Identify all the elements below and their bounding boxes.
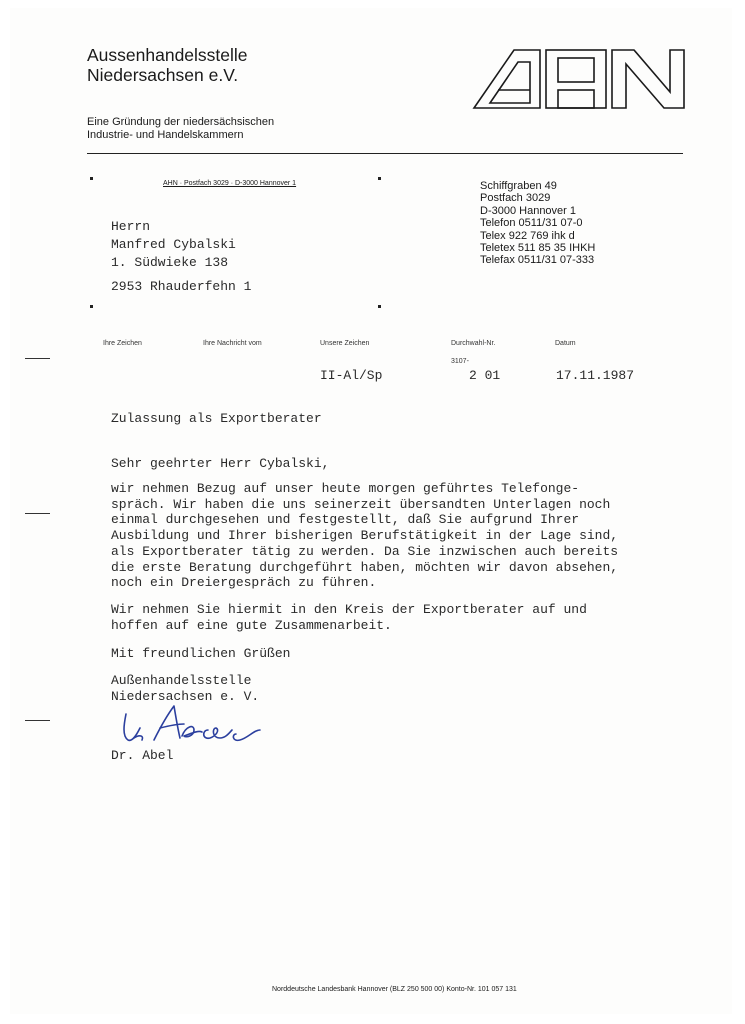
body-paragraph-2 [111, 602, 587, 633]
sender-street: Schiffgraben 49 [480, 180, 557, 192]
bank-footer: Norddeutsche Landesbank Hannover (BLZ 250 500 00) Konto-Nr. 101 057 131 [272, 986, 517, 993]
founding-note [87, 116, 274, 142]
label-ihre-nachricht: Ihre Nachricht vom [203, 340, 262, 347]
corner-mark [378, 177, 381, 180]
founding-line2: Industrie- und Handelskammern [87, 129, 244, 141]
label-ihre-zeichen: Ihre Zeichen [103, 340, 142, 347]
durchwahl-prefix: 3107- [451, 358, 469, 365]
sender-city: D-3000 Hannover 1 [480, 204, 577, 217]
letter-salutation: Sehr geehrter Herr Cybalski, [111, 456, 330, 471]
body-line: Ausbildung und Ihrer bisherigen Berufstätigkeit in der Lage sind, [111, 528, 619, 544]
logo-text: AHN [472, 48, 475, 49]
founding-line1: Eine Gründung der niedersächsischen [87, 116, 275, 128]
corner-mark [378, 305, 381, 308]
letterhead-rule [87, 153, 683, 154]
label-datum: Datum [555, 340, 576, 347]
corner-mark [90, 177, 93, 180]
body-paragraph-1 [111, 481, 618, 591]
recipient-city: 2953 Rhauderfehn 1 [111, 279, 252, 294]
signature-org-line2: Niedersachsen e. V. [111, 689, 260, 704]
body-line: als Exportberater tätig zu werden. Da Sie inzwischen auch bereits [111, 543, 619, 559]
ahn-logo [472, 48, 686, 110]
letter-page [10, 8, 732, 1014]
letter-subject: Zulassung als Exportberater [111, 411, 322, 426]
body-line: Wir nehmen Sie hiermit in den Kreis der Exportberater auf und [111, 602, 587, 617]
organization-name [87, 45, 248, 85]
body-line: die erste Beratung durchgeführt haben, möchten wir davon absehen, [111, 559, 619, 575]
recipient-name: Manfred Cybalski [111, 237, 236, 252]
label-durchwahl: Durchwahl-Nr. [451, 340, 496, 347]
org-name-line1: Aussenhandelsstelle [87, 45, 248, 65]
unsere-zeichen-value: II-Al/Sp [320, 368, 383, 383]
date-value: 17.11.1987 [556, 368, 635, 383]
body-line: einmal durchgesehen und festgestellt, daß Sie aufgrund Ihrer [111, 512, 580, 528]
sender-teletex: Teletex 511 85 35 IHKH [480, 242, 596, 255]
body-line: noch ein Dreiergespräch zu führen. [111, 575, 377, 591]
org-name-line2: Niedersachsen e.V. [87, 65, 239, 85]
handwritten-signature [120, 700, 270, 748]
fold-mark [25, 358, 50, 359]
recipient-address [111, 218, 236, 272]
sender-fax: Telefax 0511/31 07-333 [480, 254, 595, 267]
signature-org-line1: Außenhandelsstelle [111, 673, 252, 688]
fold-mark [25, 720, 50, 721]
body-line: wir nehmen Bezug auf unser heute morgen geführtes Telefonge- [111, 481, 580, 496]
sender-address [480, 180, 595, 267]
sender-return-line: AHN · Postfach 3029 · D-3000 Hannover 1 [163, 180, 297, 187]
body-line: spräch. Wir haben die uns seinerzeit übersandten Unterlagen noch [111, 496, 611, 512]
durchwahl-value: 2 01 [469, 368, 501, 383]
sender-telex: Telex 922 769 ihk d [480, 229, 575, 242]
corner-mark [90, 305, 93, 308]
sender-pobox: Postfach 3029 [480, 192, 551, 205]
recipient-salutation: Herrn [111, 219, 151, 234]
body-line: hoffen auf eine gute Zusammenarbeit. [111, 617, 392, 633]
signer-name: Dr. Abel [111, 748, 174, 763]
sender-phone: Telefon 0511/31 07-0 [480, 217, 583, 230]
label-unsere-zeichen: Unsere Zeichen [320, 340, 370, 347]
closing-greeting: Mit freundlichen Grüßen [111, 646, 291, 661]
punch-mark [25, 513, 50, 514]
recipient-street: 1. Südwieke 138 [111, 255, 229, 270]
